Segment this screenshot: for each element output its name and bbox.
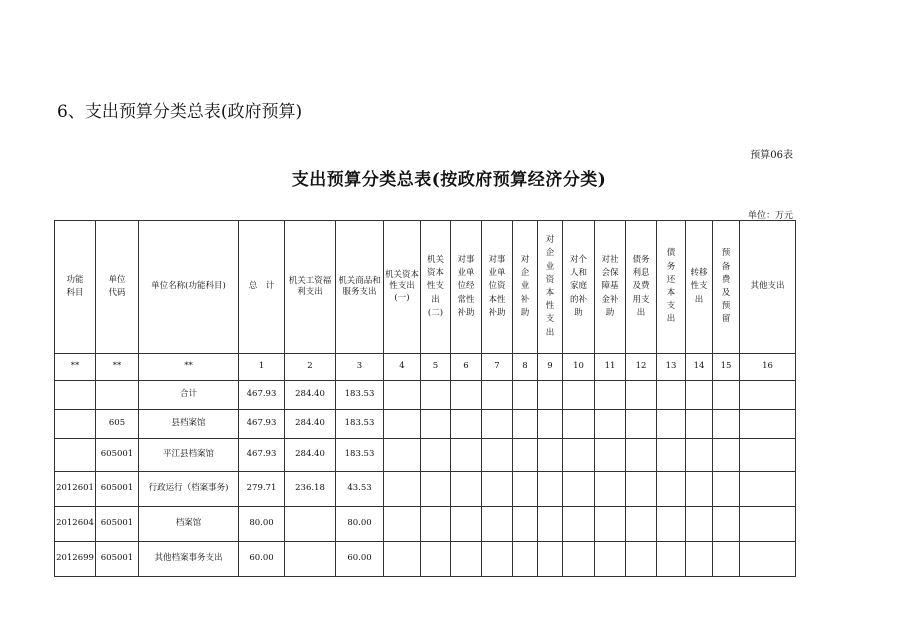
table-title: 支出预算分类总表(按政府预算经济分类) (291, 170, 607, 190)
header-c3: 机关商品和服务支出 (336, 221, 384, 354)
total-cell: 60.00 (239, 542, 285, 577)
func-code-cell (55, 381, 96, 410)
index-cell: 13 (657, 354, 686, 381)
func-code-cell (55, 439, 96, 472)
header-c10: 对个人和家庭的补助 (563, 221, 595, 354)
table-row (55, 410, 796, 439)
index-cell: ** (139, 354, 239, 381)
header-c12: 债务利息及费用支出 (626, 221, 657, 354)
index-cell: ** (55, 354, 96, 381)
index-cell: 7 (482, 354, 513, 381)
total-cell: 80.00 (239, 507, 285, 542)
total-cell: 279.71 (239, 472, 285, 507)
header-c7: 对事业单位资本性补助 (482, 221, 513, 354)
c3-cell: 43.53 (336, 472, 384, 507)
header-c15: 预备费及预留 (713, 221, 740, 354)
index-cell: 9 (538, 354, 563, 381)
func-code-cell (55, 410, 96, 439)
func-code-cell: 2012699 (55, 542, 96, 577)
index-cell: 6 (451, 354, 482, 381)
table-row (55, 472, 796, 507)
index-cell: 10 (563, 354, 595, 381)
index-cell: 1 (239, 354, 285, 381)
index-cell: 12 (626, 354, 657, 381)
c2-cell: 284.40 (285, 439, 336, 472)
unit-code-cell: 605 (96, 410, 139, 439)
section-heading: 6、支出预算分类总表(政府预算) (57, 102, 303, 122)
unit-name-cell: 县档案馆 (139, 410, 239, 439)
index-cell: 2 (285, 354, 336, 381)
index-cell: 14 (686, 354, 713, 381)
header-c13: 债务还本支出 (657, 221, 686, 354)
index-cell: 15 (713, 354, 740, 381)
header-unit-code: 单位代码 (96, 221, 139, 354)
c2-cell: 284.40 (285, 381, 336, 410)
index-cell: 11 (595, 354, 626, 381)
func-code-cell: 2012601 (55, 472, 96, 507)
index-cell: 16 (740, 354, 796, 381)
unit-code-cell: 605001 (96, 507, 139, 542)
total-cell: 467.93 (239, 381, 285, 410)
header-c16: 其他支出 (740, 221, 796, 354)
index-cell: 4 (384, 354, 421, 381)
index-cell: 3 (336, 354, 384, 381)
unit-code-cell: 605001 (96, 542, 139, 577)
unit-name-cell: 平江县档案馆 (139, 439, 239, 472)
func-code-cell: 2012604 (55, 507, 96, 542)
unit-name-cell: 档案馆 (139, 507, 239, 542)
header-row (55, 221, 796, 354)
unit-code-cell (96, 381, 139, 410)
header-c8: 对企业补助 (513, 221, 538, 354)
header-c4: 机关资本性支出(一) (384, 221, 421, 354)
header-unit-name: 单位名称(功能科目) (139, 221, 239, 354)
header-c14: 转移性支出 (686, 221, 713, 354)
index-cell: 8 (513, 354, 538, 381)
header-c9: 对企业资本性支出 (538, 221, 563, 354)
unit-code-cell: 605001 (96, 439, 139, 472)
c2-cell (285, 507, 336, 542)
unit-name-cell: 合计 (139, 381, 239, 410)
total-cell: 467.93 (239, 410, 285, 439)
table-row-total (55, 381, 796, 410)
unit-note: 单位：万元 (747, 211, 793, 221)
budget-table (54, 220, 796, 577)
c2-cell: 236.18 (285, 472, 336, 507)
c3-cell: 183.53 (336, 381, 384, 410)
table-row (55, 542, 796, 577)
column-index-row (55, 354, 796, 381)
index-cell: ** (96, 354, 139, 381)
unit-name-cell: 其他档案事务支出 (139, 542, 239, 577)
c3-cell: 60.00 (336, 542, 384, 577)
header-func-code: 功能科目 (55, 221, 96, 354)
table-number: 预算06表 (750, 150, 793, 161)
table-row (55, 439, 796, 472)
unit-code-cell: 605001 (96, 472, 139, 507)
header-total: 总 计 (239, 221, 285, 354)
unit-name-cell: 行政运行（档案事务) (139, 472, 239, 507)
header-c11: 对社会保障基金补助 (595, 221, 626, 354)
c2-cell (285, 542, 336, 577)
total-cell: 467.93 (239, 439, 285, 472)
c3-cell: 80.00 (336, 507, 384, 542)
c3-cell: 183.53 (336, 439, 384, 472)
index-cell: 5 (421, 354, 451, 381)
c2-cell: 284.40 (285, 410, 336, 439)
header-c2: 机关工资福利支出 (285, 221, 336, 354)
header-c6: 对事业单位经常性补助 (451, 221, 482, 354)
header-c5: 机关资本性支出(二) (421, 221, 451, 354)
table-row (55, 507, 796, 542)
c3-cell: 183.53 (336, 410, 384, 439)
